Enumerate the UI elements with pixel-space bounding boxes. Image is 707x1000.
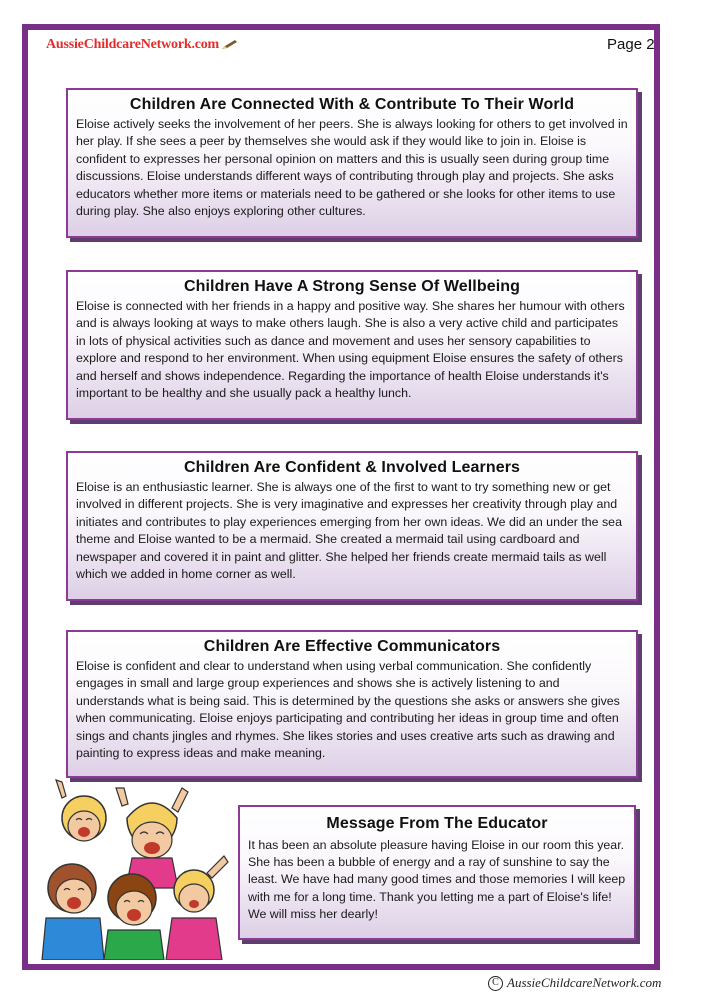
section-title: Children Are Confident & Involved Learners (183, 459, 521, 476)
section-title: Children Have A Strong Sense Of Wellbeing (183, 278, 520, 295)
pencil-icon (222, 40, 238, 50)
logo-text: AussieChildcareNetwork.com (46, 37, 220, 52)
section-body: Eloise is confident and clear to understand when using verbal communication. She confidently engages in small and large group experiences and shows she is actively listening to and understands what is being said. This is determined by the questions she asks or answers she gives when communicating. Eloise enjoys participating and contributing her ideas in group time and often sings and chants jingles and rhymes. She likes stories and uses creative arts such as drawing and painting to express ideas and make meaning. (76, 659, 620, 761)
section-body: Eloise is an enthusiastic learner. She is always one of the first to want to try something new or get involved in different projects. She is very imaginative and expresses her creativity through play and initiates and contributes to play experiences emerging from her own ideas. We did an under the sea theme and Eloise wanted to be a mermaid. She created a mermaid tail using cardboard and newspaper and covered it in paint and glitter. She helped her friends create mermaid tails as well which we added in home corner as well. (76, 480, 622, 582)
section-body: Eloise is connected with her friends in a happy and positive way. She shares her humour with others and is always looking at ways to make others laugh. She is also a very active child and participates in lots of physical activities such as dance and movement and uses her sensory capabilities to explore and respond to her environment. When using equipment Eloise ensures the safety of others and herself and shows independence. Regarding the importance of health Eloise understands it's important to be healthy and she usually pack a healthy lunch. (76, 299, 625, 401)
section-body: Eloise actively seeks the involvement of her peers. She is always looking for others to get involved in her play. If she sees a peer by themselves she would ask if they would like to join in. Eloise is confident to expresses her personal opinion on matters and this is usually seen during group time discussions. Eloise understands different ways of contributing through play and projects. She asks educators whether more items or materials need to be gathered or she looks for other items to use during play. She also enjoys exploring other cultures. (76, 117, 628, 219)
section-title: Children Are Effective Communicators (203, 638, 501, 655)
section-body: It has been an absolute pleasure having Eloise in our room this year. She has been a bubble of energy and a ray of sunshine to say the least. We have had many good times and those memories I will keep with me for a long time. Thank you letting me a part of Eloise's life! We will miss her dearly! (248, 838, 626, 921)
child-figure (42, 864, 104, 960)
page-number: Page 2 (607, 36, 655, 53)
cheering-children-illustration (32, 778, 232, 960)
section-effective-communicators (66, 630, 638, 778)
section-wellbeing (66, 270, 638, 420)
site-logo (46, 37, 238, 53)
child-figure (116, 788, 188, 888)
child-figure (56, 780, 106, 841)
section-connected-contribute (66, 88, 638, 238)
footer-copyright (488, 975, 661, 991)
section-title: Message From The Educator (326, 815, 548, 832)
copyright-icon: C (488, 976, 503, 991)
section-title: Children Are Connected With & Contribute To Their World (129, 96, 575, 113)
section-educator-message (238, 805, 636, 940)
footer-site: AussieChildcareNetwork.com (507, 975, 662, 990)
section-confident-learners (66, 451, 638, 601)
